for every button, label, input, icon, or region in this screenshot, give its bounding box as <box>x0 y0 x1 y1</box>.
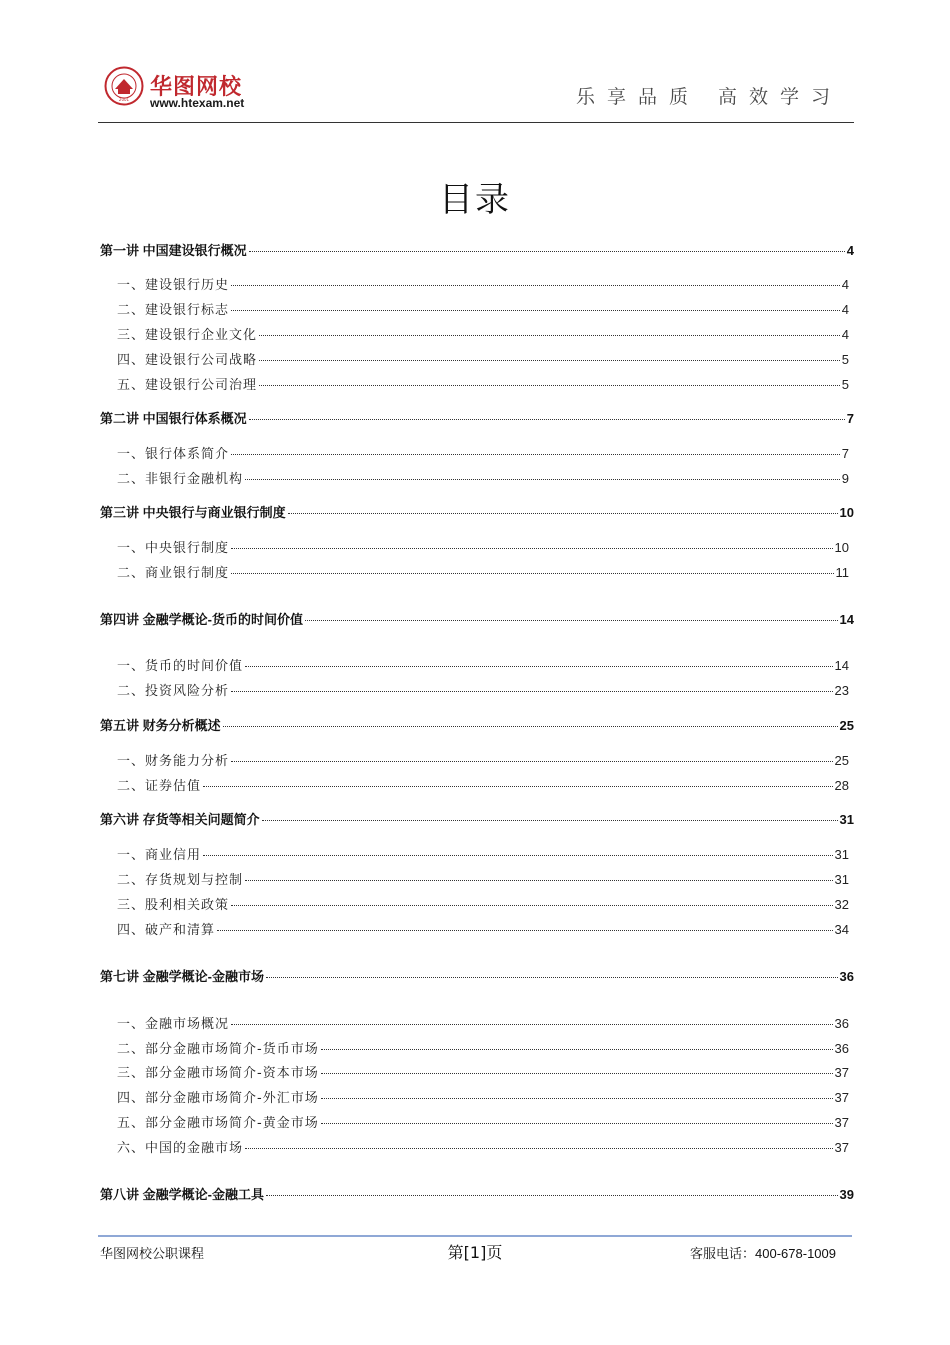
toc-dot-leader <box>231 453 840 455</box>
toc-section-entry[interactable] <box>117 1062 849 1082</box>
toc-dot-leader <box>217 929 833 931</box>
toc-entry-page: 14 <box>834 658 849 673</box>
toc-dot-leader <box>321 1122 833 1124</box>
toc-entry-label: 一、金融市场概况 <box>117 1017 230 1032</box>
toc-section-entry[interactable] <box>117 894 849 914</box>
toc-section-entry[interactable] <box>117 844 849 864</box>
toc-entry-page: 37 <box>834 1115 849 1130</box>
footer-divider <box>98 1235 852 1237</box>
toc-entry-label: 一、商业信用 <box>117 848 202 863</box>
toc-entry-page: 4 <box>841 277 849 292</box>
toc-dot-leader <box>321 1072 833 1074</box>
toc-entry-page: 36 <box>834 1016 849 1031</box>
toc-entry-label: 六、中国的金融市场 <box>117 1141 244 1156</box>
toc-dot-leader <box>203 854 833 856</box>
toc-section-entry[interactable] <box>117 274 849 294</box>
toc-chapter-entry[interactable] <box>100 966 854 986</box>
toc-dot-leader <box>231 690 833 692</box>
toc-entry-label: 五、建设银行公司治理 <box>117 378 258 393</box>
toc-entry-page: 28 <box>834 778 849 793</box>
toc-entry-page: 14 <box>839 612 854 627</box>
toc-dot-leader <box>231 1023 833 1025</box>
toc-entry-label: 四、建设银行公司战略 <box>117 353 258 368</box>
toc-entry-label: 第七讲 金融学概论-金融市场 <box>100 969 264 984</box>
toc-section-entry[interactable] <box>117 680 849 700</box>
toc-entry-label: 四、破产和清算 <box>117 923 216 938</box>
toc-entry-label: 五、部分金融市场简介-黄金市场 <box>117 1116 319 1131</box>
footer-page-number: 第[1]页 <box>447 1243 503 1262</box>
toc-section-entry[interactable] <box>117 299 849 319</box>
toc-dot-leader <box>231 760 833 762</box>
toc-section-entry[interactable] <box>117 443 849 463</box>
toc-entry-label: 二、部分金融市场简介-货币市场 <box>117 1042 319 1057</box>
toc-entry-page: 10 <box>839 505 854 520</box>
toc-entry-label: 第八讲 金融学概论-金融工具 <box>100 1187 264 1202</box>
toc-entry-label: 第三讲 中央银行与商业银行制度 <box>100 505 286 520</box>
toc-entry-label: 一、银行体系简介 <box>117 447 230 462</box>
toc-dot-leader <box>266 1194 838 1196</box>
toc-dot-leader <box>231 309 840 311</box>
toc-dot-leader <box>305 619 838 621</box>
toc-entry-page: 4 <box>841 327 849 342</box>
toc-dot-leader <box>266 976 838 978</box>
toc-chapter-entry[interactable] <box>100 715 854 735</box>
toc-entry-label: 第五讲 财务分析概述 <box>100 718 221 733</box>
toc-entry-label: 二、证券估值 <box>117 779 202 794</box>
toc-dot-leader <box>259 384 840 386</box>
toc-entry-page: 25 <box>839 718 854 733</box>
toc-chapter-entry[interactable] <box>100 609 854 629</box>
toc-dot-leader <box>249 250 845 252</box>
toc-entry-page: 4 <box>841 302 849 317</box>
toc-section-entry[interactable] <box>117 468 849 488</box>
toc-entry-page: 10 <box>834 540 849 555</box>
footer-course-name: 华图网校公职课程 <box>100 1247 205 1262</box>
toc-dot-leader <box>259 334 840 336</box>
toc-dot-leader <box>231 572 833 574</box>
toc-entry-page: 37 <box>834 1065 849 1080</box>
toc-entry-label: 一、中央银行制度 <box>117 541 230 556</box>
toc-section-entry[interactable] <box>117 537 849 557</box>
toc-section-entry[interactable] <box>117 1137 849 1157</box>
toc-section-entry[interactable] <box>117 869 849 889</box>
toc-entry-label: 二、非银行金融机构 <box>117 472 244 487</box>
toc-entry-label: 二、投资风险分析 <box>117 684 230 699</box>
toc-section-entry[interactable] <box>117 919 849 939</box>
toc-dot-leader <box>245 665 833 667</box>
toc-chapter-entry[interactable] <box>100 240 854 260</box>
toc-entry-page: 31 <box>834 847 849 862</box>
toc-entry-page: 25 <box>834 753 849 768</box>
brand-url[interactable]: www.htexam.net <box>150 96 245 110</box>
toc-dot-leader <box>262 819 838 821</box>
toc-chapter-entry[interactable] <box>100 1184 854 1204</box>
toc-entry-page: 36 <box>839 969 854 984</box>
toc-entry-label: 三、建设银行企业文化 <box>117 328 258 343</box>
toc-dot-leader <box>249 418 845 420</box>
toc-entry-page: 36 <box>834 1041 849 1056</box>
toc-section-entry[interactable] <box>117 1112 849 1132</box>
toc-entry-label: 三、部分金融市场简介-资本市场 <box>117 1066 319 1081</box>
toc-chapter-entry[interactable] <box>100 502 854 522</box>
page-title: 目录 <box>439 180 511 220</box>
brand-name: 华图网校 <box>150 75 243 100</box>
toc-entry-page: 39 <box>839 1187 854 1202</box>
toc-dot-leader <box>231 547 833 549</box>
toc-entry-label: 第六讲 存货等相关问题简介 <box>100 812 260 827</box>
toc-section-entry[interactable] <box>117 1087 849 1107</box>
footer-hotline: 客服电话：400-678-1009 <box>690 1246 836 1261</box>
toc-entry-page: 9 <box>841 471 849 486</box>
toc-entry-page: 5 <box>841 377 849 392</box>
toc-entry-label: 一、财务能力分析 <box>117 754 230 769</box>
toc-entry-page: 31 <box>839 812 854 827</box>
toc-entry-page: 11 <box>835 565 849 580</box>
toc-chapter-entry[interactable] <box>100 408 854 428</box>
toc-dot-leader <box>245 879 833 881</box>
toc-section-entry[interactable] <box>117 562 849 582</box>
toc-entry-label: 第二讲 中国银行体系概况 <box>100 411 247 426</box>
toc-entry-page: 37 <box>834 1140 849 1155</box>
toc-entry-label: 四、部分金融市场简介-外汇市场 <box>117 1091 319 1106</box>
toc-entry-label: 第四讲 金融学概论-货币的时间价值 <box>100 612 303 627</box>
toc-dot-leader <box>259 359 840 361</box>
toc-dot-leader <box>321 1097 833 1099</box>
toc-dot-leader <box>231 904 833 906</box>
toc-entry-label: 三、股利相关政策 <box>117 898 230 913</box>
header-slogan: 乐享品质 高效学习 <box>575 86 842 108</box>
toc-section-entry[interactable] <box>117 750 849 770</box>
toc-entry-page: 37 <box>834 1090 849 1105</box>
toc-entry-page: 31 <box>834 872 849 887</box>
toc-chapter-entry[interactable] <box>100 809 854 829</box>
toc-entry-page: 23 <box>834 683 849 698</box>
toc-entry-page: 7 <box>846 411 854 426</box>
toc-entry-page: 34 <box>834 922 849 937</box>
toc-entry-label: 二、建设银行标志 <box>117 303 230 318</box>
toc-entry-label: 一、建设银行历史 <box>117 278 230 293</box>
toc-entry-page: 32 <box>834 897 849 912</box>
toc-dot-leader <box>231 284 840 286</box>
toc-section-entry[interactable] <box>117 349 849 369</box>
toc-section-entry[interactable] <box>117 1013 849 1033</box>
toc-entry-label: 一、货币的时间价值 <box>117 659 244 674</box>
toc-dot-leader <box>245 478 840 480</box>
toc-entry-label: 第一讲 中国建设银行概况 <box>100 243 247 258</box>
toc-dot-leader <box>288 512 838 514</box>
toc-dot-leader <box>321 1048 833 1050</box>
toc-dot-leader <box>245 1147 833 1149</box>
toc-section-entry[interactable] <box>117 1038 849 1058</box>
toc-entry-page: 4 <box>846 243 854 258</box>
toc-section-entry[interactable] <box>117 374 849 394</box>
toc-entry-page: 7 <box>841 446 849 461</box>
toc-dot-leader <box>203 785 833 787</box>
toc-entry-label: 二、商业银行制度 <box>117 566 230 581</box>
toc-section-entry[interactable] <box>117 655 849 675</box>
toc-section-entry[interactable] <box>117 324 849 344</box>
toc-entry-page: 5 <box>841 352 849 367</box>
svg-text:2001: 2001 <box>118 97 130 102</box>
toc-entry-label: 二、存货规划与控制 <box>117 873 244 888</box>
toc-section-entry[interactable] <box>117 775 849 795</box>
toc-dot-leader <box>223 725 838 727</box>
